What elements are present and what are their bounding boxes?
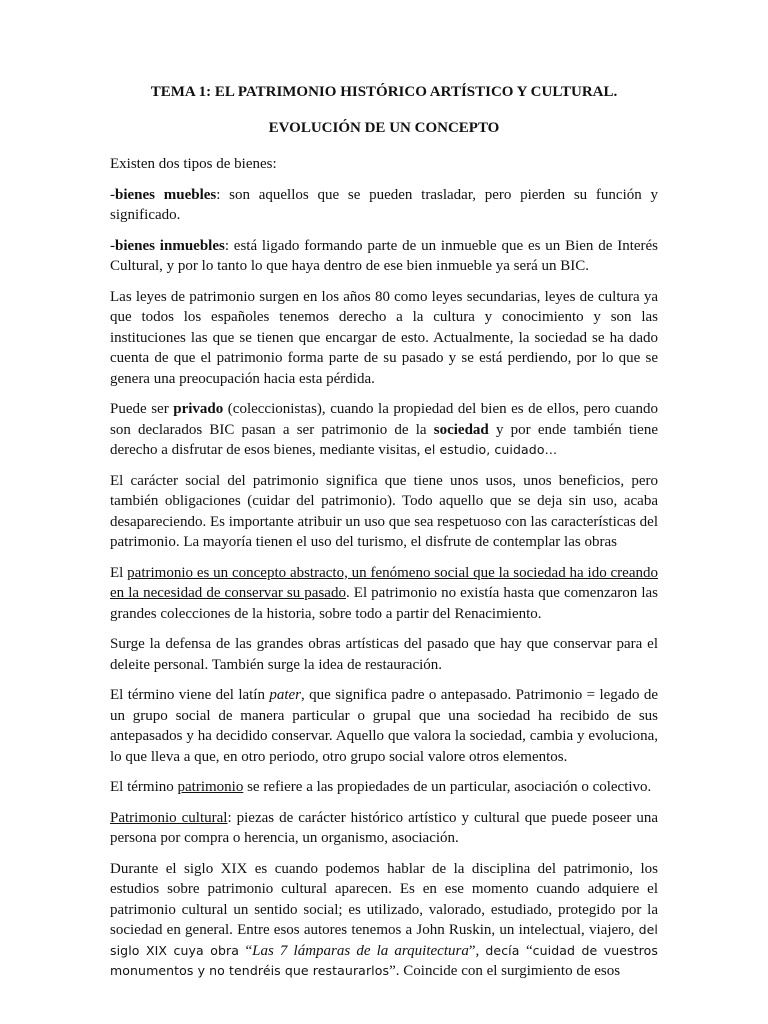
paragraph-privado bbox=[110, 399, 658, 461]
dash: - bbox=[110, 237, 115, 254]
paragraph-pater bbox=[110, 685, 658, 767]
term-sociedad: sociedad bbox=[433, 421, 489, 438]
text-run: . El patrimonio no existía hasta que comenzaron las grandes colecciones de la historia, sobre todo a partir del Renacimiento. bbox=[110, 585, 658, 622]
text-run-sans: el estudio, cuidado… bbox=[424, 442, 558, 457]
term-pater: pater bbox=[269, 687, 302, 703]
paragraph-caracter-social: El carácter social del patrimonio significa que tiene unos usos, unos beneficios, pero también obligaciones (cuidar del patrimonio). Todo aquello que se deja sin uso, acaba desapareciendo. Es importante atribuir un uso que sea respetuoso con las características del patrimonio. La mayoría tienen el uso del turismo, el disfrute de contemplar las obras bbox=[110, 472, 658, 550]
text-run: Durante el siglo XIX es cuando podemos hablar de la disciplina del patrimonio, los estudios sobre patrimonio cultural aparecen. Es en ese momento cuando adquiere el patrimonio cultural un sentido social; es utilizado, valorado, estudiado, protegido por la sociedad en general. Entre esos autores tenemos a John Ruskin, un intelectual, viajero, bbox=[110, 860, 658, 938]
paragraph-bienes-inmuebles bbox=[110, 236, 658, 277]
document-subtitle: EVOLUCIÓN DE UN CONCEPTO bbox=[268, 120, 500, 136]
definition-text: : son aquellos que se pueden trasladar, pero pierden su función y significado. bbox=[110, 186, 658, 223]
text-run: Coincide con el surgimiento de esos bbox=[403, 963, 621, 979]
text-run: El término bbox=[110, 779, 178, 795]
term-privado: privado bbox=[173, 401, 224, 417]
quote-mark: ”. bbox=[389, 963, 404, 979]
quote-mark: ”, bbox=[468, 942, 486, 959]
paragraph-leyes: Las leyes de patrimonio surgen en los años 80 como leyes secundarias, leyes de cultura ya que todos los españoles tenemos derecho a la cultura y conocimiento y son las instituciones las que se tienen que encargar de esto. Actualmente, la sociedad se ha dado cuenta de que el patrimonio forma parte de su pasado y se está perdiendo, por lo que se genera una preocupación hacia esta pérdida. bbox=[110, 288, 658, 387]
text-run: (coleccionistas), cuando la propiedad del bien es de ellos, pero cuando son declarados BIC pasan a ser patrimonio de la bbox=[110, 401, 659, 438]
quote-mark: “ bbox=[245, 942, 253, 959]
text-run: Puede ser bbox=[110, 401, 174, 417]
term-bienes-inmuebles: bienes inmuebles bbox=[115, 237, 225, 254]
definition-text: : está ligado formando parte de un inmueble que es un Bien de Interés Cultural, y por lo tanto lo que haya dentro de ese bien inmueble ya será un BIC. bbox=[110, 237, 659, 274]
book-title: Las 7 lámparas de la arquitectura bbox=[252, 942, 469, 959]
underlined-definition: patrimonio es un concepto abstracto, un fenómeno social que la sociedad ha ido creando en la necesidad de conservar su pasado bbox=[110, 564, 658, 601]
text-run: se refiere a las propiedades de un particular, asociación o colectivo. bbox=[243, 779, 652, 795]
text-run: : piezas de carácter histórico artístico y cultural que puede poseer una persona por compra o herencia, un organismo, asociación. bbox=[110, 809, 658, 846]
paragraph-siglo-xix bbox=[110, 859, 658, 982]
text-run: y por ende también tiene derecho a disfrutar de esos bienes, mediante visitas, bbox=[110, 421, 658, 458]
text-run-sans: decía bbox=[485, 942, 526, 958]
text-run: El término viene del latín bbox=[110, 687, 270, 703]
text-run: , que significa padre o antepasado. Patrimonio = legado de un grupo social de manera particular o grupal que una sociedad ha recibido de sus antepasados y ha decidido conservar. Aquello que valora la sociedad, cambia y evoluciona, lo que lleva a que, en otro periodo, otro grupo social valore otros elementos. bbox=[110, 687, 658, 765]
paragraph-defensa: Surge la defensa de las grandes obras artísticas del pasado que hay que conservar para el deleite personal. También surge la idea de restauración. bbox=[110, 636, 658, 673]
paragraph-concepto-abstracto bbox=[110, 563, 658, 625]
text-run-sans: del siglo XIX cuya obra bbox=[110, 922, 658, 958]
paragraph-termino-patrimonio bbox=[110, 777, 658, 798]
paragraph-patrimonio-cultural bbox=[110, 808, 658, 849]
term-patrimonio: patrimonio bbox=[177, 779, 244, 795]
paragraph-bienes-muebles bbox=[110, 185, 658, 226]
quote-mark: “ bbox=[525, 942, 533, 959]
text-run: El bbox=[110, 564, 128, 581]
term-patrimonio-cultural: Patrimonio cultural bbox=[110, 809, 228, 826]
document-title: TEMA 1: EL PATRIMONIO HISTÓRICO ARTÍSTICO Y CULTURAL. bbox=[150, 84, 618, 100]
term-bienes-muebles: bienes muebles bbox=[115, 186, 217, 203]
ruskin-quote: cuidad de vuestros monumentos y no tendréis que restaurarlos bbox=[110, 942, 658, 978]
dash: - bbox=[110, 186, 115, 203]
paragraph-intro: Existen dos tipos de bienes: bbox=[110, 156, 277, 172]
